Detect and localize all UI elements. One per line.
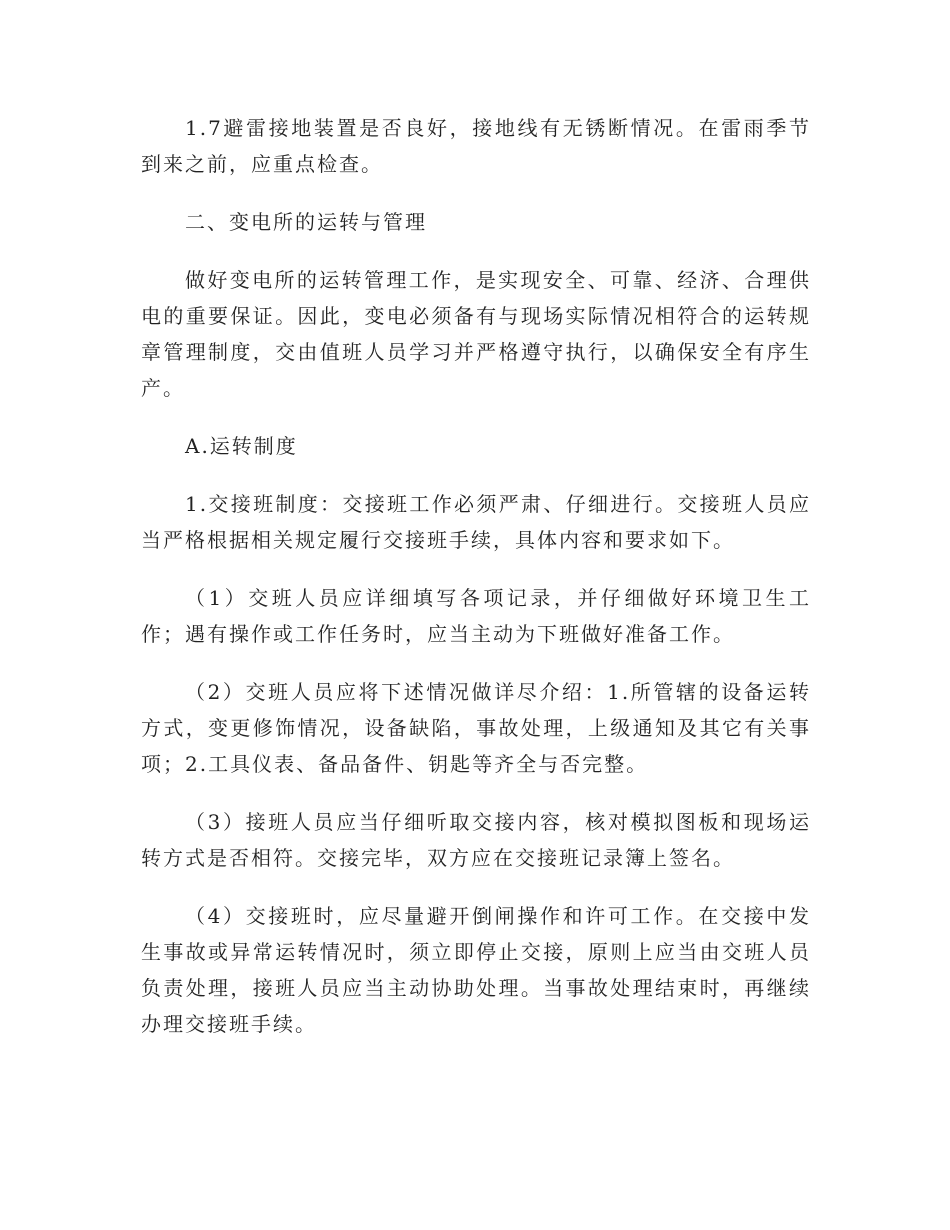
- list-item-handover-3: （3）接班人员应当仔细听取交接内容，核对模拟图板和现场运转方式是否相符。交接完毕，双方应在交接班记录簿上签名。: [141, 810, 811, 870]
- list-item-handover-4: （4）交接班时，应尽量避开倒闸操作和许可工作。在交接中发生事故或异常运转情况时，须立即停止交接，原则上应当由交班人员负责处理，接班人员应当主动协助处理。当事故处理结束时，再继续办理交接班手续。: [141, 904, 811, 1036]
- paragraph-shift-handover-system: 1.交接班制度：交接班工作必须严肃、仔细进行。交接班人员应当严格根据相关规定履行交接班手续，具体内容和要求如下。: [141, 492, 811, 552]
- list-item-handover-1: （1）交班人员应详细填写各项记录，并仔细做好环境卫生工作；遇有操作或工作任务时，应当主动为下班做好准备工作。: [141, 586, 811, 646]
- document-body: [141, 110, 811, 1064]
- list-item-handover-2: （2）交班人员应将下述情况做详尽介绍：1.所管辖的设备运转方式，变更修饰情况，设备缺陷，事故处理，上级通知及其它有关事项；2.工具仪表、备品备件、钥匙等齐全与否完整。: [141, 680, 811, 776]
- section-heading-operation-management: 二、变电所的运转与管理: [185, 210, 427, 234]
- paragraph-lightning-grounding: 1.7避雷接地装置是否良好，接地线有无锈断情况。在雷雨季节到来之前，应重点检查。: [141, 116, 811, 176]
- paragraph-operation-management-intro: 做好变电所的运转管理工作，是实现安全、可靠、经济、合理供电的重要保证。因此，变电必须备有与现场实际情况相符合的运转规章管理制度，交由值班人员学习并严格遵守执行，以确保安全有序生产。: [141, 268, 811, 400]
- subheading-operation-system: A.运转制度: [185, 434, 298, 458]
